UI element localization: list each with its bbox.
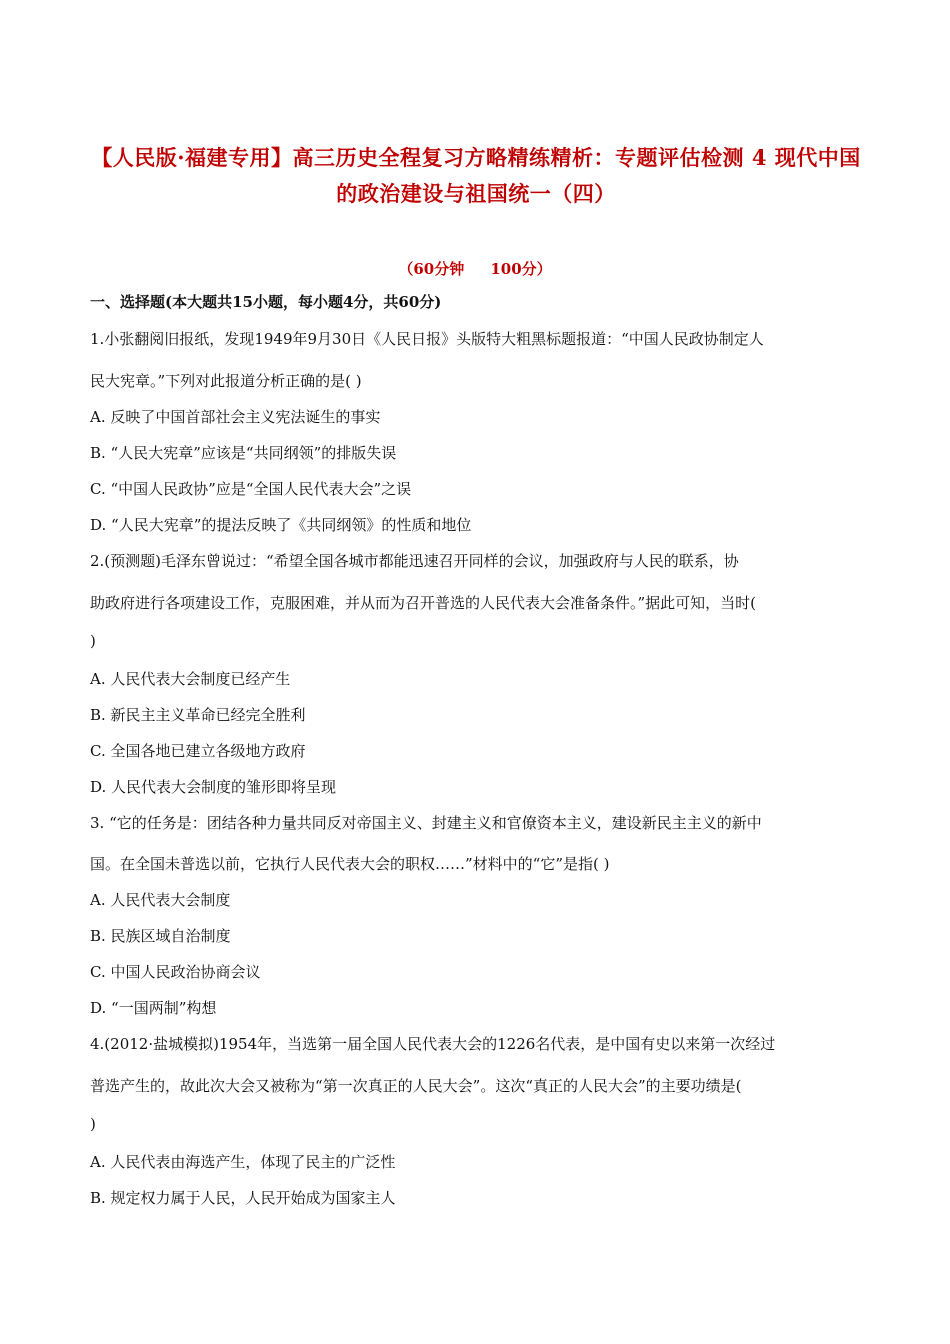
- exam-time-and-score: （60分钟 100分）: [398, 260, 552, 278]
- question-2-option-b: B. 新民主主义革命已经完全胜利: [90, 706, 306, 724]
- section-heading: 一、选择题(本大题共15小题，每小题4分，共60分): [90, 293, 442, 311]
- question-1-stem-line-2: 民大宪章。”下列对此报道分析正确的是( ): [90, 372, 362, 390]
- question-1-option-c: C. “中国人民政协”应是“全国人民代表大会”之误: [90, 480, 412, 498]
- question-4-option-b: B. 规定权力属于人民，人民开始成为国家主人: [90, 1189, 396, 1207]
- question-1-stem-line-1: 1.小张翻阅旧报纸，发现1949年9月30日《人民日报》头版特大粗黑标题报道：“中国人民政协制定人: [90, 330, 764, 348]
- question-4-option-a: A. 人民代表由海选产生，体现了民主的广泛性: [90, 1153, 396, 1171]
- question-3-option-a: A. 人民代表大会制度: [90, 891, 231, 909]
- question-1-option-a: A. 反映了中国首部社会主义宪法诞生的事实: [90, 408, 381, 426]
- question-3-stem-line-1: 3. “它的任务是：团结各种力量共同反对帝国主义、封建主义和官僚资本主义，建设新民主主义的新中: [90, 814, 762, 832]
- question-3-option-b: B. 民族区域自治制度: [90, 927, 231, 945]
- question-2-stem-line-2: 助政府进行各项建设工作，克服困难，并从而为召开普选的人民代表大会准备条件。”据此可知，当时(: [90, 594, 757, 612]
- question-4-stem-line-3: ): [90, 1115, 96, 1133]
- question-1-option-b: B. “人民大宪章”应该是“共同纲领”的排版失误: [90, 444, 397, 462]
- document-title: 【人民版·福建专用】高三历史全程复习方略精练精析：专题评估检测 4 现代中国的政治建设与祖国统一（四）: [91, 145, 861, 206]
- question-2-option-a: A. 人民代表大会制度已经产生: [90, 670, 291, 688]
- question-2-option-d: D. 人民代表大会制度的雏形即将呈现: [90, 778, 337, 796]
- question-1-option-d: D. “人民大宪章”的提法反映了《共同纲领》的性质和地位: [90, 516, 472, 534]
- question-2-option-c: C. 全国各地已建立各级地方政府: [90, 742, 306, 760]
- question-3-option-d: D. “一国两制”构想: [90, 999, 217, 1017]
- question-4-stem-line-2: 普选产生的，故此次大会又被称为“第一次真正的人民大会”。这次“真正的人民大会”的主要功绩是(: [90, 1077, 742, 1095]
- question-2-stem-line-1: 2.(预测题)毛泽东曾说过：“希望全国各城市都能迅速召开同样的会议，加强政府与人民的联系，协: [90, 552, 739, 570]
- question-2-stem-line-3: ): [90, 632, 96, 650]
- question-4-stem-line-1: 4.(2012·盐城模拟)1954年，当选第一届全国人民代表大会的1226名代表，是中国有史以来第一次经过: [90, 1035, 776, 1053]
- question-3-stem-line-2: 国。在全国未普选以前，它执行人民代表大会的职权……”材料中的“它”是指( ): [90, 855, 610, 873]
- question-3-option-c: C. 中国人民政治协商会议: [90, 963, 261, 981]
